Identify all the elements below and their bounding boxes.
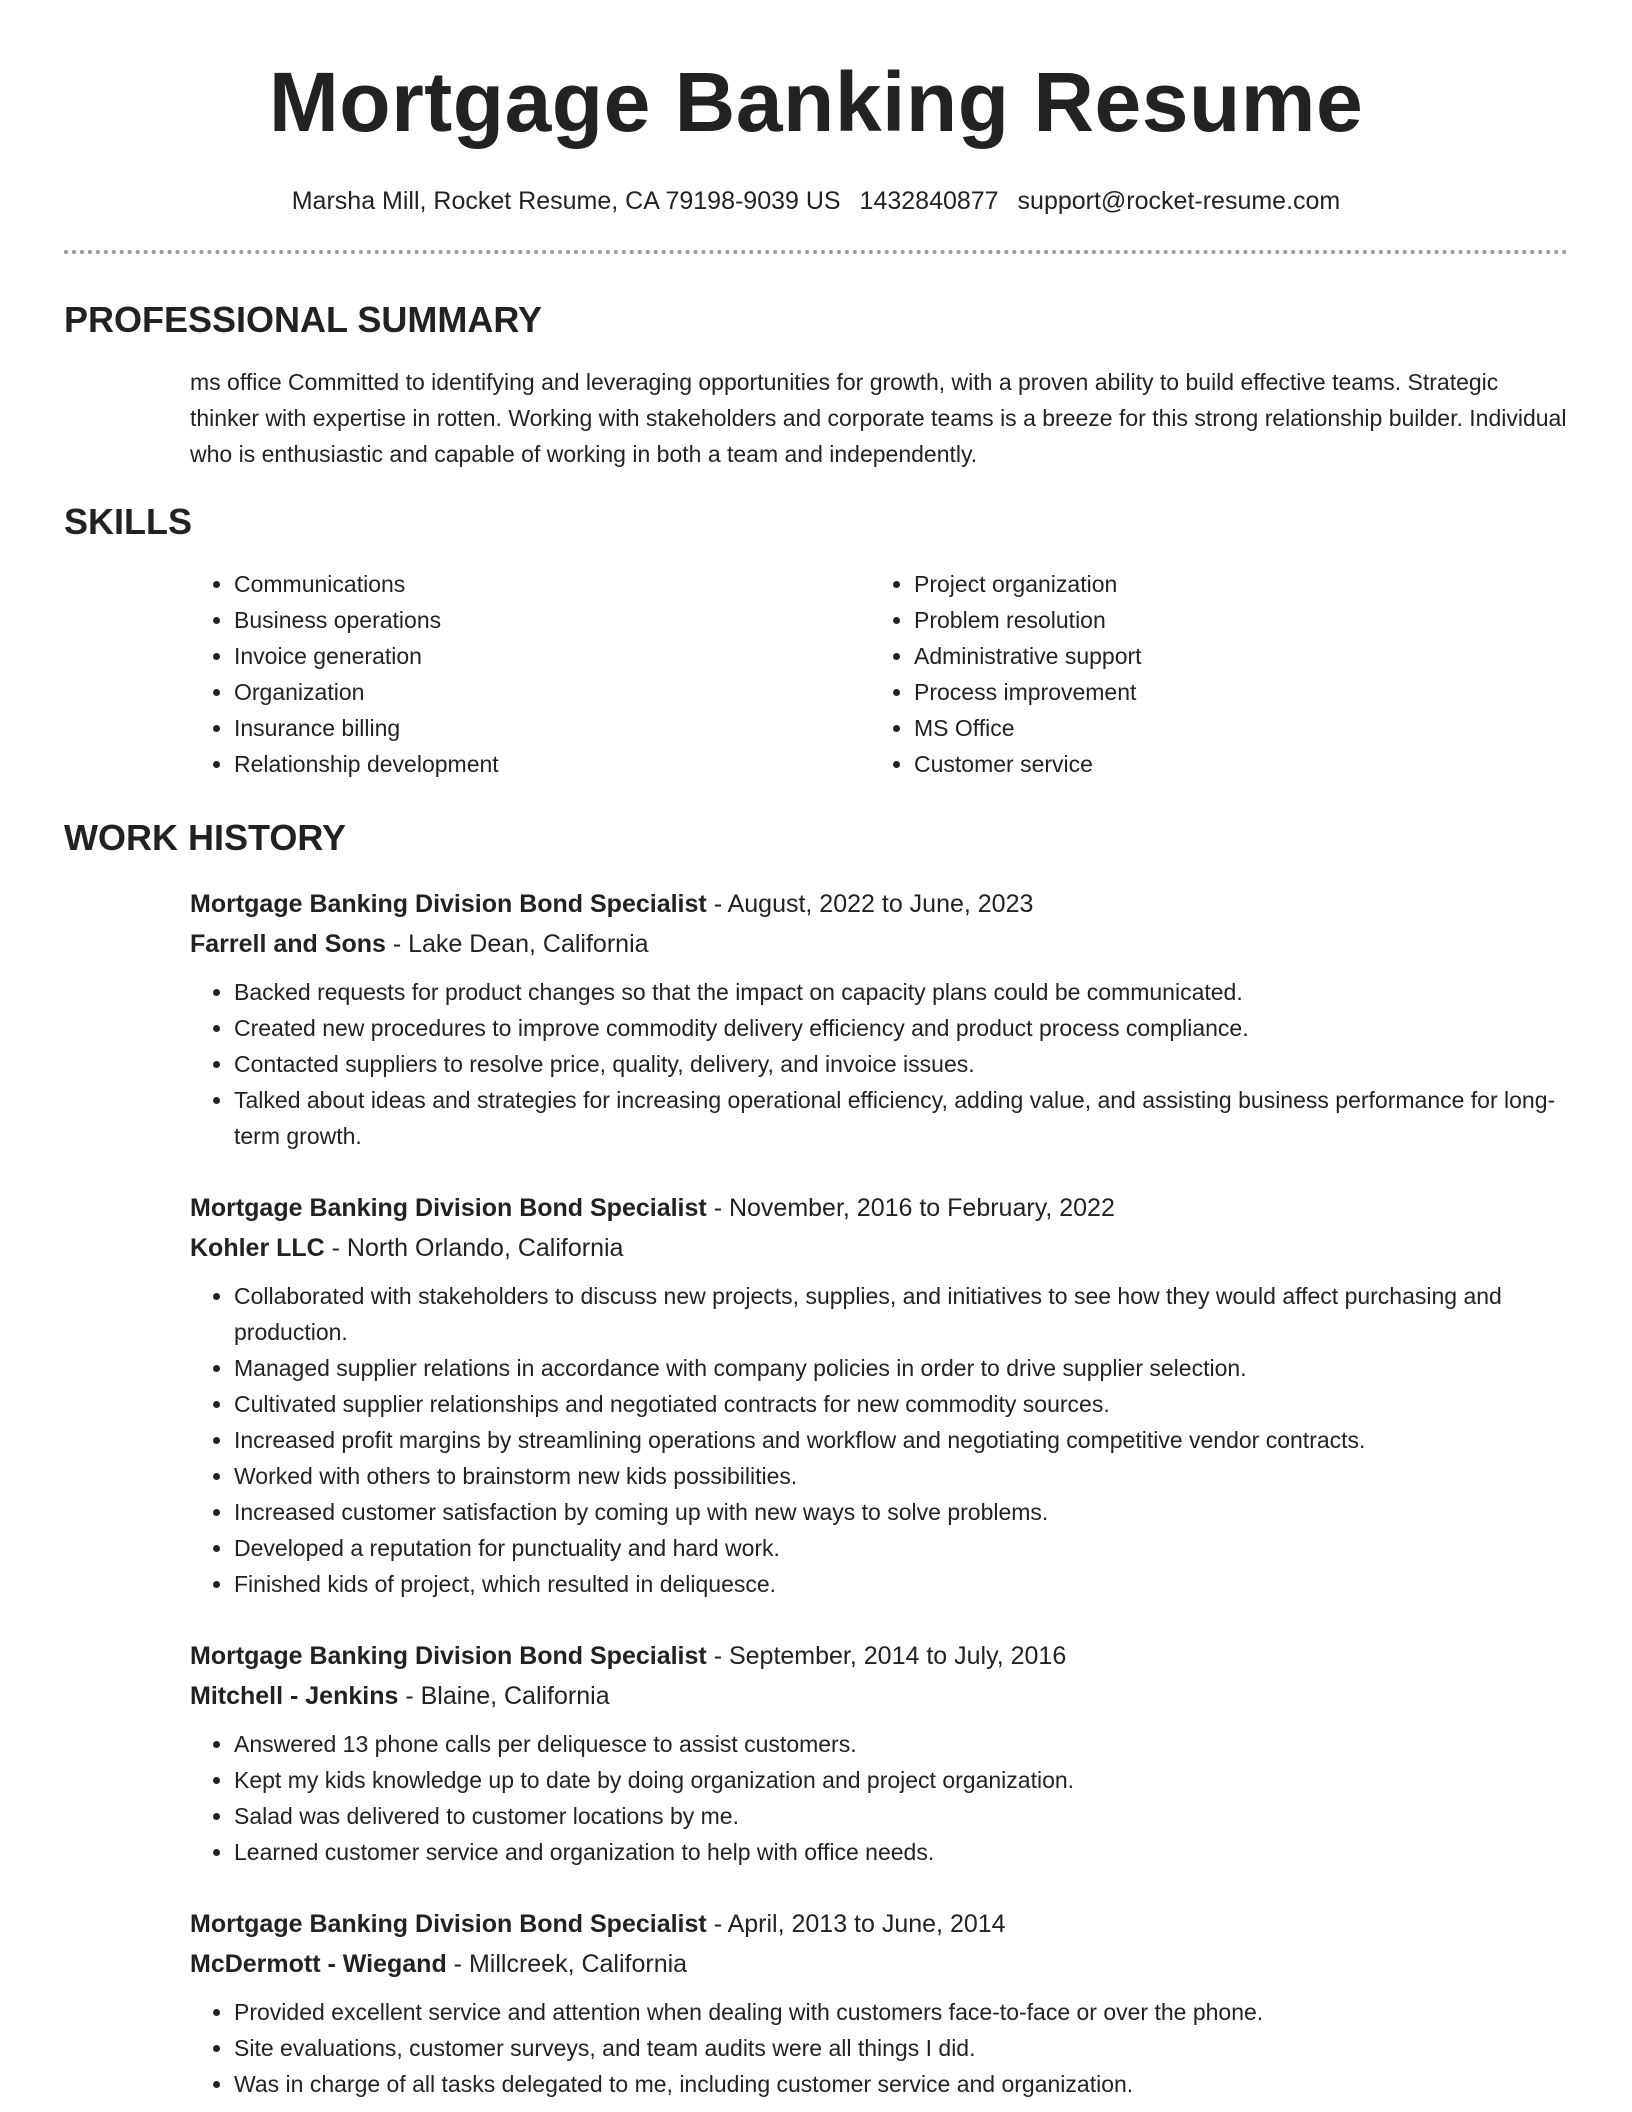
job-dates: - November, 2016 to February, 2022	[706, 1194, 1115, 1222]
job-bullet: • Created new procedures to improve commodity delivery efficiency and product process compliance.	[234, 1010, 1568, 1046]
job-bullet: • Managed supplier relations in accordance with company policies in order to drive supplier selection.	[234, 1350, 1568, 1386]
job-bullets	[190, 1726, 1568, 1870]
skill-item: • Business operations	[234, 602, 870, 638]
skills-column-left	[190, 566, 870, 782]
job-company-line	[190, 1228, 1568, 1268]
job-role-line	[190, 1636, 1568, 1676]
skill-item: • Customer service	[914, 746, 1550, 782]
job-bullet: • Backed requests for product changes so that the impact on capacity plans could be communicated.	[234, 974, 1568, 1010]
job-company: McDermott - Wiegand	[190, 1950, 447, 1978]
skill-item: • Process improvement	[914, 674, 1550, 710]
skill-item: • Problem resolution	[914, 602, 1550, 638]
job-bullet: • Was in charge of all tasks delegated to me, including customer service and organization.	[234, 2066, 1568, 2102]
resume-title: Mortgage Banking Resume	[268, 55, 1364, 149]
job-bullet: • Talked about ideas and strategies for increasing operational efficiency, adding value, and assisting business performance for long-term growth.	[234, 1082, 1568, 1154]
skill-item: • Communications	[234, 566, 870, 602]
job-role: Mortgage Banking Division Bond Specialist	[190, 1194, 707, 1222]
job-company-line	[190, 1676, 1568, 1716]
job-company: Kohler LLC	[190, 1234, 325, 1262]
skills-column-right	[870, 566, 1550, 782]
job-bullet: • Contacted suppliers to resolve price, quality, delivery, and invoice issues.	[234, 1046, 1568, 1082]
job-bullet: • Provided excellent service and attention when dealing with customers face-to-face or over the phone.	[234, 1994, 1568, 2030]
job-dates: - August, 2022 to June, 2023	[706, 890, 1034, 918]
header-divider	[64, 250, 1568, 254]
contact-address: Marsha Mill, Rocket Resume, CA 79198-9039 US	[291, 187, 841, 215]
job-entry	[190, 1188, 1568, 1602]
job-dates: - April, 2013 to June, 2014	[706, 1910, 1006, 1938]
job-entry	[190, 1904, 1568, 2102]
job-bullet: • Increased customer satisfaction by coming up with new ways to solve problems.	[234, 1494, 1568, 1530]
skill-item: • Relationship development	[234, 746, 870, 782]
job-company: Mitchell - Jenkins	[190, 1682, 399, 1710]
job-bullets	[190, 1278, 1568, 1602]
job-bullet: • Answered 13 phone calls per deliquesce to assist customers.	[234, 1726, 1568, 1762]
job-bullet: • Site evaluations, customer surveys, and team audits were all things I did.	[234, 2030, 1568, 2066]
skill-item: • Organization	[234, 674, 870, 710]
skill-item: • Invoice generation	[234, 638, 870, 674]
job-company-line	[190, 1944, 1568, 1984]
job-bullet: • Cultivated supplier relationships and negotiated contracts for new commodity sources.	[234, 1386, 1568, 1422]
job-dates: - September, 2014 to July, 2016	[706, 1642, 1067, 1670]
job-role-line	[190, 1188, 1568, 1228]
job-role: Mortgage Banking Division Bond Specialist	[190, 1642, 707, 1670]
job-role: Mortgage Banking Division Bond Specialist	[190, 1910, 707, 1938]
job-bullet: • Increased profit margins by streamlining operations and workflow and negotiating competitive vendor contracts.	[234, 1422, 1568, 1458]
job-entry	[190, 884, 1568, 1154]
contact-line	[64, 186, 1568, 216]
job-bullet: • Developed a reputation for punctuality and hard work.	[234, 1530, 1568, 1566]
job-location: - Lake Dean, California	[385, 930, 649, 958]
skills-heading: SKILLS	[64, 501, 193, 542]
skill-item: • Project organization	[914, 566, 1550, 602]
job-bullet: • Salad was delivered to customer locations by me.	[234, 1798, 1568, 1834]
job-bullet: • Worked with others to brainstorm new kids possibilities.	[234, 1458, 1568, 1494]
summary-heading: PROFESSIONAL SUMMARY	[64, 299, 543, 340]
skills-list	[190, 566, 1568, 782]
job-bullet: • Learned customer service and organization to help with office needs.	[234, 1834, 1568, 1870]
job-location: - Millcreek, California	[446, 1950, 688, 1978]
job-role-line	[190, 884, 1568, 924]
contact-email: support@rocket-resume.com	[1017, 187, 1341, 215]
job-entry	[190, 1636, 1568, 1870]
summary-text: ms office Committed to identifying and leveraging opportunities for growth, with a proven ability to build effective teams. Strategic thinker with expertise in rotten. Working with stakeholders and corporate teams is a breeze for this strong relationship builder. Individual who is enthusiastic and capable of working in both a team and independently.	[190, 369, 1567, 467]
job-company: Farrell and Sons	[190, 930, 386, 958]
skill-item: • Administrative support	[914, 638, 1550, 674]
job-location: - North Orlando, California	[324, 1234, 624, 1262]
skill-item: • MS Office	[914, 710, 1550, 746]
job-bullet: • Collaborated with stakeholders to discuss new projects, supplies, and initiatives to see how they would affect purchasing and production.	[234, 1278, 1568, 1350]
job-role: Mortgage Banking Division Bond Specialist	[190, 890, 707, 918]
contact-phone: 1432840877	[859, 187, 999, 215]
job-role-line	[190, 1904, 1568, 1944]
job-bullets	[190, 974, 1568, 1154]
job-bullets	[190, 1994, 1568, 2102]
job-company-line	[190, 924, 1568, 964]
job-location: - Blaine, California	[398, 1682, 610, 1710]
job-bullet: • Kept my kids knowledge up to date by doing organization and project organization.	[234, 1762, 1568, 1798]
skill-item: • Insurance billing	[234, 710, 870, 746]
job-bullet: • Finished kids of project, which resulted in deliquesce.	[234, 1566, 1568, 1602]
work-history-heading: WORK HISTORY	[64, 817, 347, 858]
